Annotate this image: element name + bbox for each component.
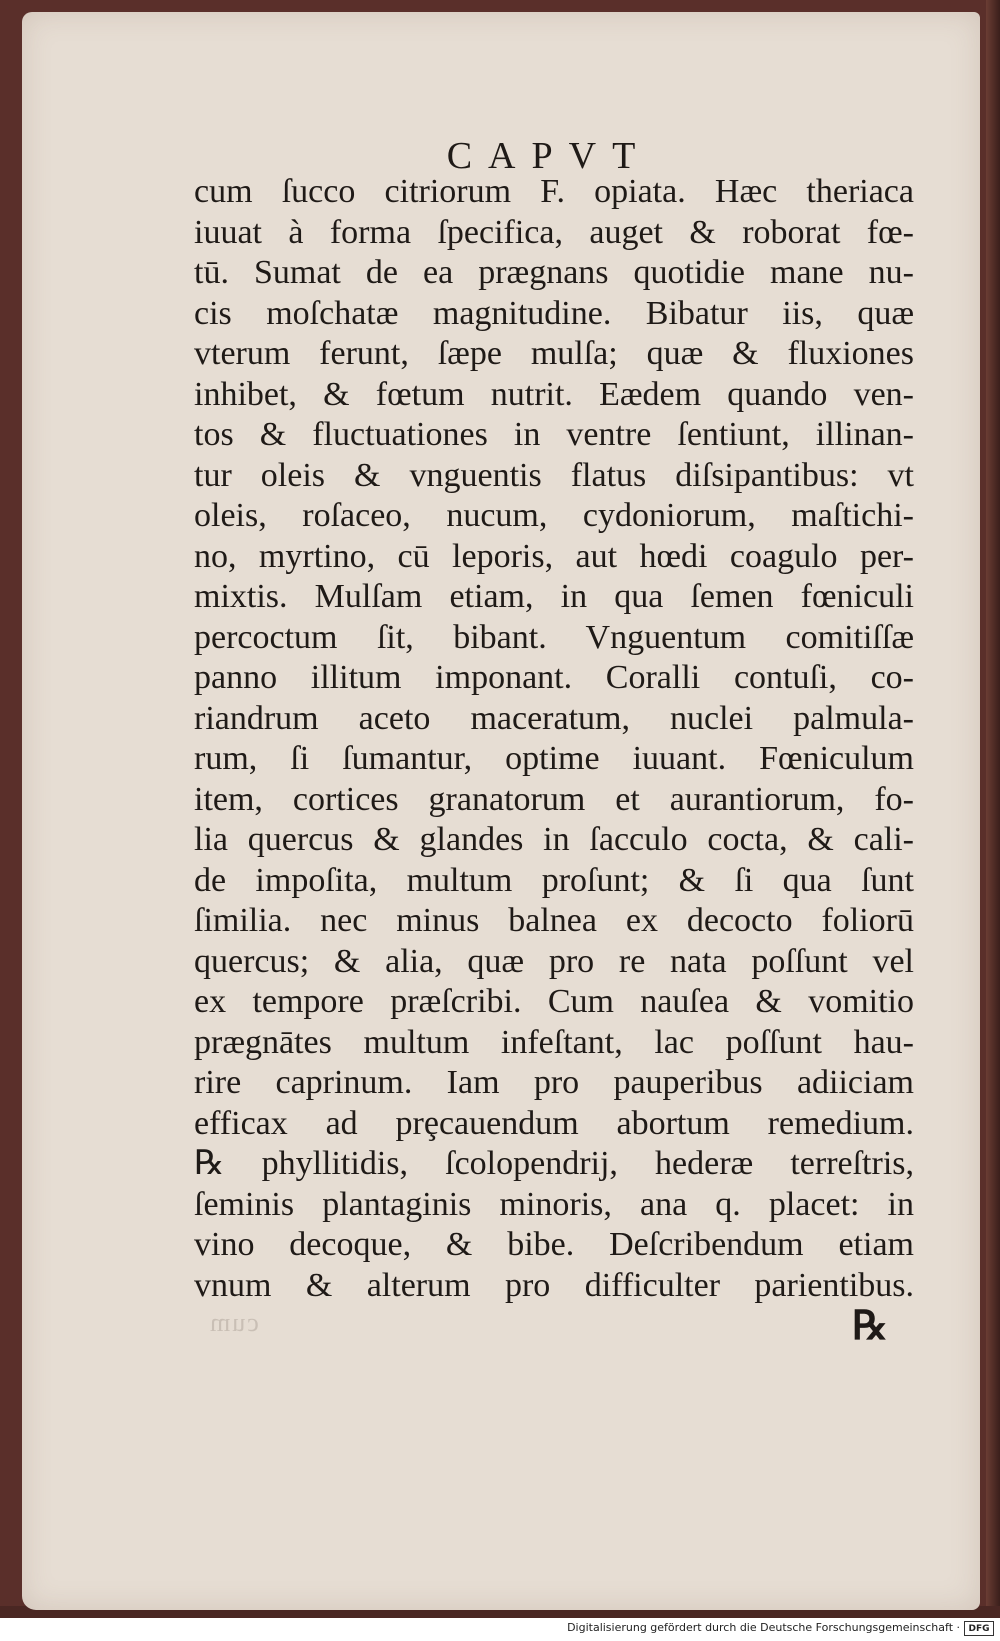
text-line: ſimilia. nec minus balnea ex decocto foliorū xyxy=(194,902,914,939)
text-line: prægnātes multum infeſtant, lac poſſunt hau- xyxy=(194,1023,914,1061)
text-line: ſeminis plantaginis minoris, ana q. placet: in xyxy=(194,1185,914,1223)
dfg-logo: DFG xyxy=(964,1621,994,1636)
text-line: lia quercus & glandes in ſacculo cocta, & cali- xyxy=(194,821,914,858)
binding-edge xyxy=(986,0,1000,1618)
text-line: vnum & alterum pro difficulter parientibus. xyxy=(194,1266,914,1304)
text-line: vino decoque, & bibe. Deſcribendum etiam xyxy=(194,1226,914,1263)
text-line: vterum ferunt, ſæpe mulſa; quæ & fluxiones xyxy=(194,335,914,372)
digitization-footer xyxy=(0,1618,1000,1641)
text-line: oleis, roſaceo, nucum, cydoniorum, maſtichi- xyxy=(194,497,914,534)
text-line: mixtis. Mulſam etiam, in qua ſemen fœniculi xyxy=(194,578,914,615)
text-line: rire caprinum. Iam pro pauperibus adiiciam xyxy=(194,1064,914,1101)
text-line: cum ſucco citriorum F. opiata. Hæc theriaca xyxy=(194,173,914,210)
text-line: tū. Sumat de ea prægnans quotidie mane nu- xyxy=(194,254,914,291)
book-page xyxy=(22,12,980,1610)
text-line: cis moſchatæ magnitudine. Bibatur iis, quæ xyxy=(194,294,914,332)
text-line: ℞ phyllitidis, ſcolopendrij, hederæ terreſtris, xyxy=(194,1145,914,1182)
text-line: quercus; & alia, quæ pro re nata poſſunt vel xyxy=(194,942,914,980)
text-line: iuuat à forma ſpecifica, auget & roborat fœ- xyxy=(194,213,914,251)
body-text xyxy=(194,172,914,1306)
text-line: de impoſita, multum proſunt; & ſi qua ſunt xyxy=(194,861,914,899)
catchword: ℞ xyxy=(852,1303,888,1348)
text-line: percoctum ſit, bibant. Vnguentum comitiſſæ xyxy=(194,618,914,656)
text-line: no, myrtino, cū leporis, aut hœdi coagulo per- xyxy=(194,537,914,575)
text-line: rum, ſi ſumantur, optime iuuant. Fœniculum xyxy=(194,740,914,777)
text-line: riandrum aceto maceratum, nuclei palmula- xyxy=(194,699,914,737)
bleed-through-text: cum xyxy=(208,1308,259,1337)
running-head: CAPVT xyxy=(446,135,652,177)
text-line: panno illitum imponant. Coralli contuſi, co- xyxy=(194,659,914,696)
text-line: ex tempore præſcribi. Cum nauſea & vomitio xyxy=(194,983,914,1020)
text-line: item, cortices granatorum et aurantiorum, fo- xyxy=(194,780,914,818)
footer-credit: Digitalisierung gefördert durch die Deutsche Forschungsgemeinschaft · xyxy=(567,1621,960,1634)
text-line: tos & fluctuationes in ventre ſentiunt, illinan- xyxy=(194,416,914,453)
text-line: tur oleis & vnguentis flatus diſsipantibus: vt xyxy=(194,456,914,494)
text-line: inhibet, & fœtum nutrit. Eædem quando ven- xyxy=(194,375,914,413)
text-line: efficax ad prȩcauendum abortum remedium. xyxy=(194,1104,914,1142)
